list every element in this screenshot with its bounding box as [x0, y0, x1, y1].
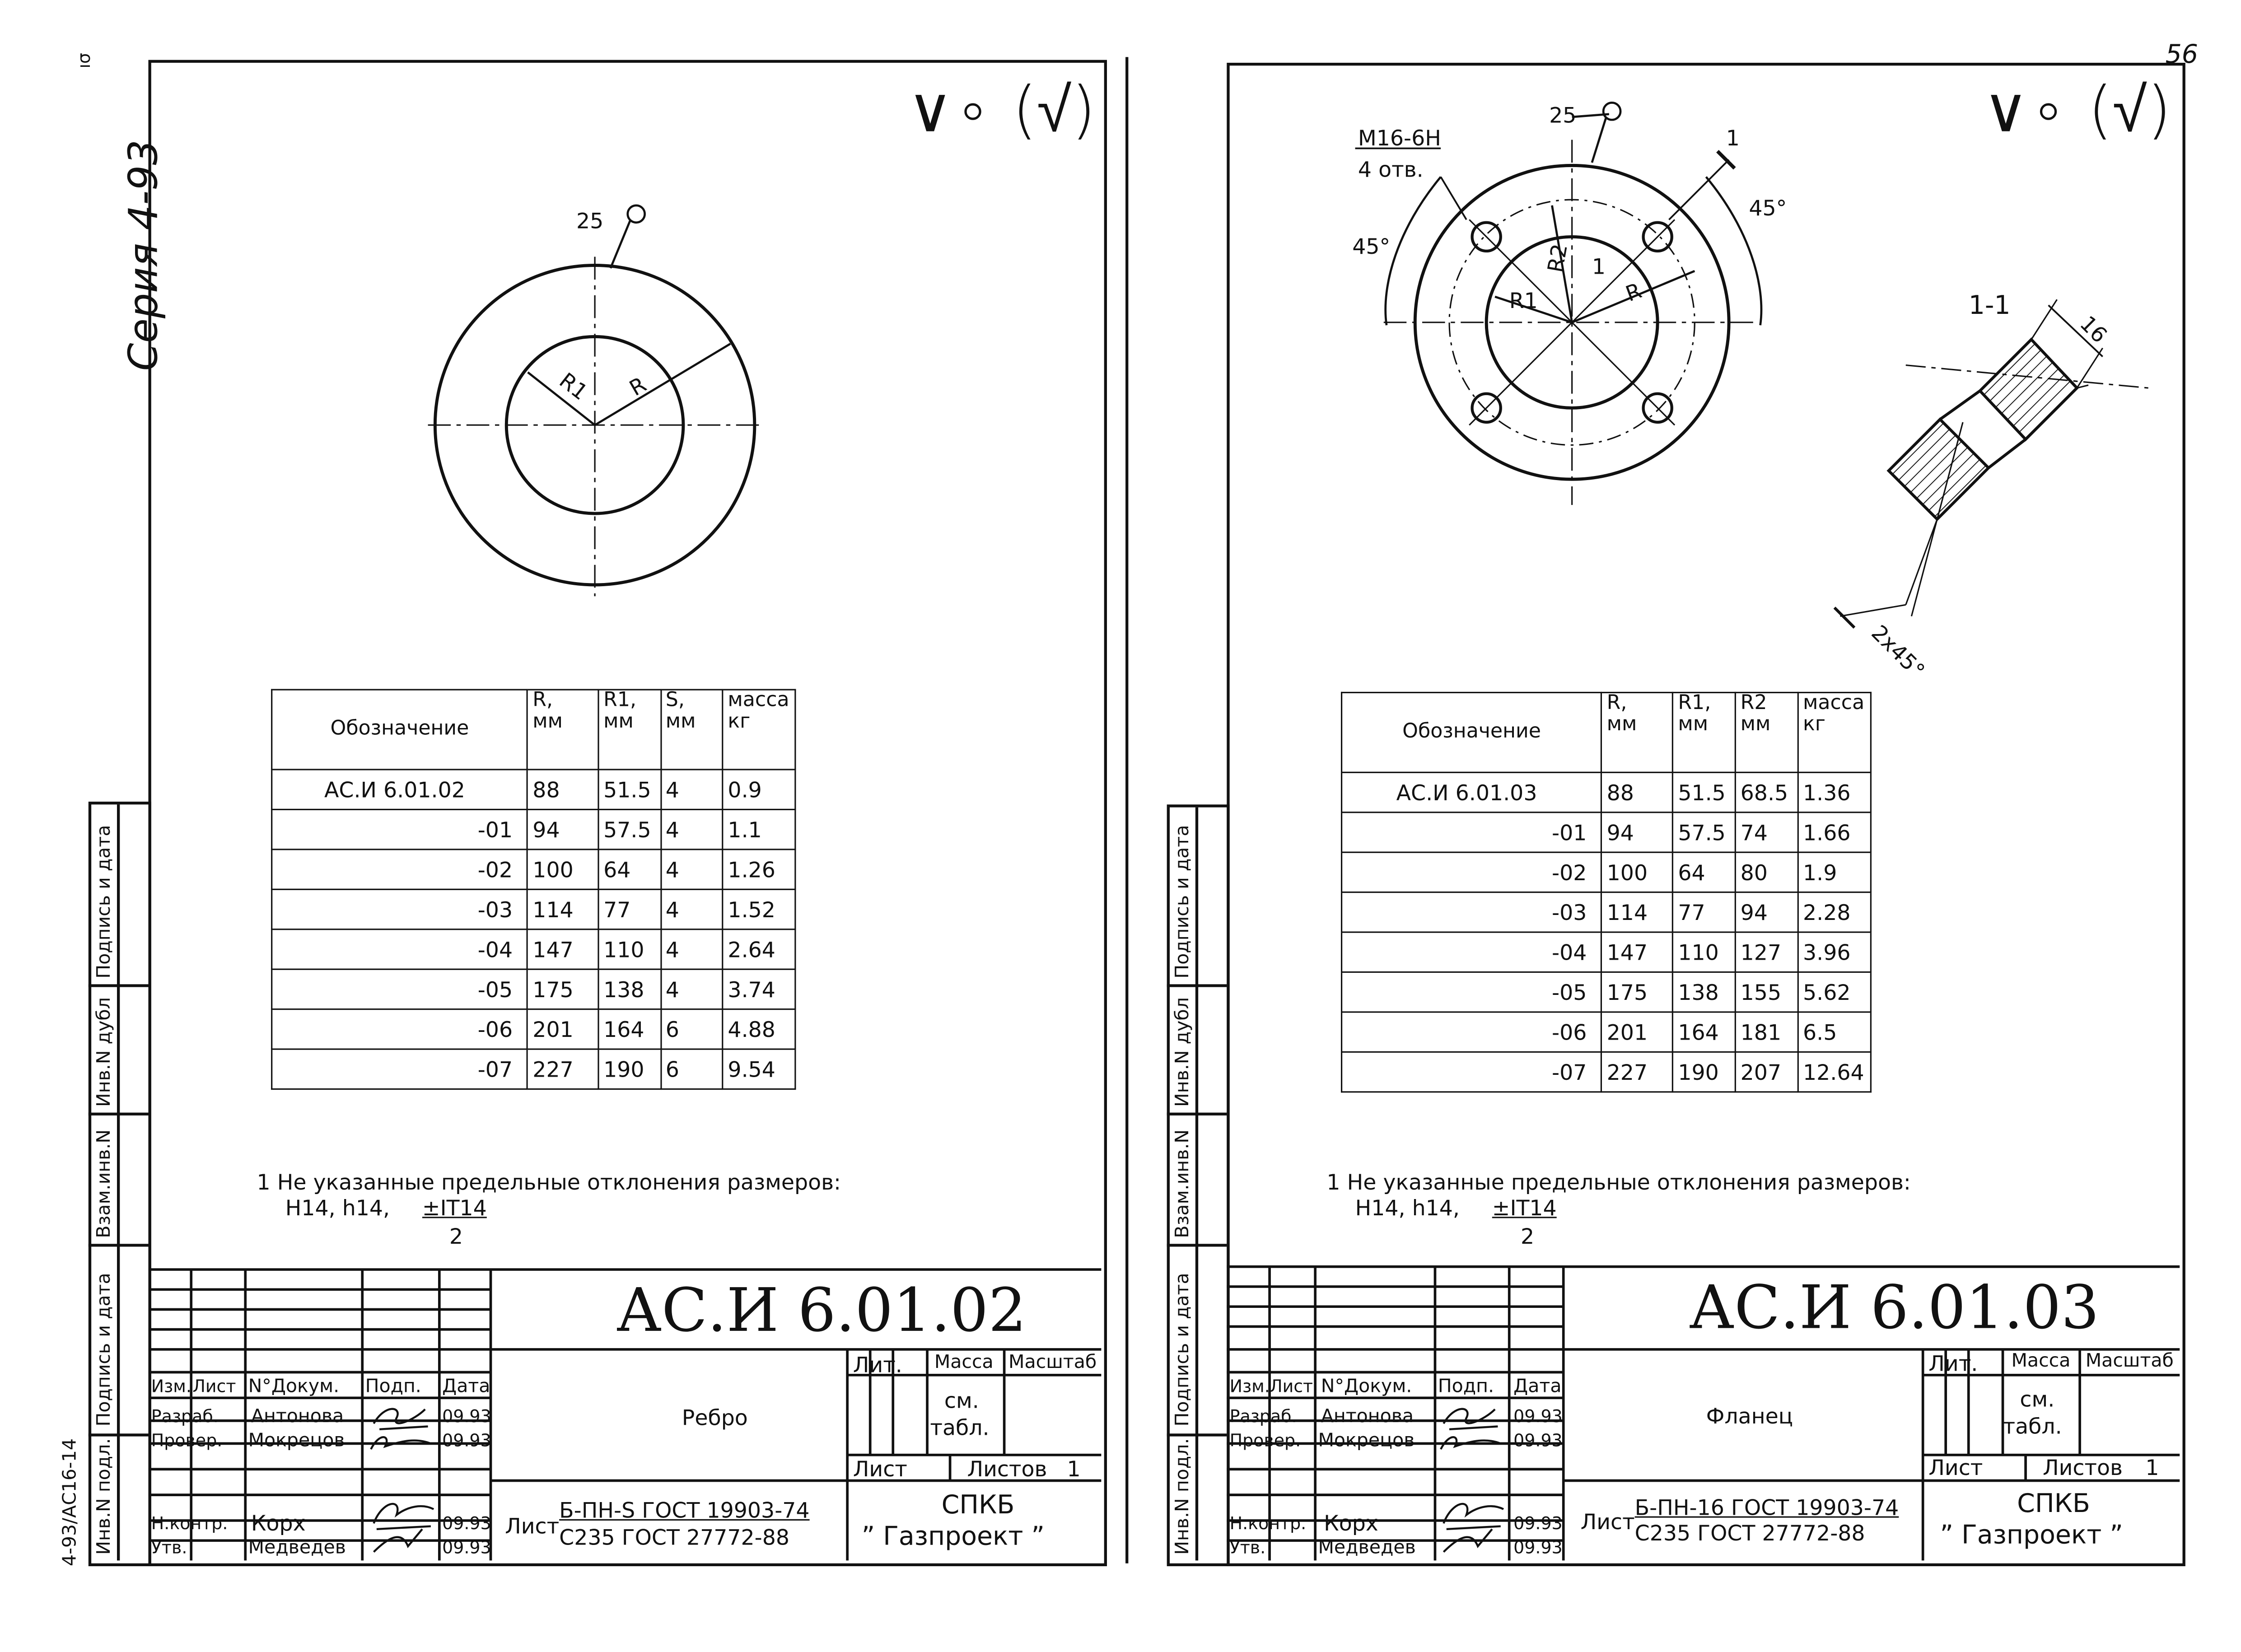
signature-nkontr [1443, 1504, 1503, 1529]
left-massa-val2: табл. [930, 1415, 990, 1441]
rstamp-utv: Утв. [1229, 1537, 1266, 1558]
table-row [1342, 1052, 1871, 1092]
cell-r: 94 [528, 809, 598, 849]
table-row [272, 889, 795, 929]
rstamp-utv-name: Медведев [1318, 1537, 1416, 1559]
table-row [272, 1049, 795, 1089]
series-label: Серия 4-93 [120, 140, 167, 371]
right-org1: СПКБ [2017, 1489, 2090, 1519]
cell-r2: 74 [1736, 812, 1798, 852]
cell-s: 6 [661, 1049, 723, 1089]
right-r-label: R [1622, 278, 1645, 307]
stamp-prover-date: 09.93 [442, 1430, 491, 1451]
signature-razrab [1443, 1409, 1498, 1429]
rstamp-ndoc: N°Докум. [1321, 1376, 1412, 1398]
cell-r2: 127 [1736, 932, 1798, 972]
cell-mass: 5.62 [1798, 972, 1871, 1012]
table-row [1342, 812, 1871, 852]
rstamp-nkontr-date: 09.93 [1513, 1513, 1563, 1534]
cell-r1: 57.5 [598, 809, 661, 849]
cell-r: 114 [528, 889, 598, 929]
header-r1: R1, мм [1673, 692, 1735, 772]
stamp-razrab: Разраб. [151, 1406, 219, 1427]
right-r1-label: R1 [1509, 288, 1538, 314]
right-material-line2: С235 ГОСТ 27772-88 [1634, 1520, 1865, 1546]
cell-code: -03 [1342, 892, 1602, 932]
margin-cell-3: Взам.инв.N [94, 1129, 116, 1238]
table-row [1342, 892, 1871, 932]
cell-code: -06 [272, 1009, 528, 1049]
cell-r2: 80 [1736, 852, 1798, 892]
top-corner-tag: ıσ [74, 53, 94, 69]
margin-cell-5: Инв.N подл. [94, 1438, 116, 1555]
right-roughness-value: 25 [1549, 103, 1577, 129]
cell-r2: 207 [1736, 1052, 1798, 1092]
cell-code: -02 [272, 849, 528, 889]
roughness-circle [628, 205, 645, 223]
header-r: R, мм [1602, 692, 1673, 772]
left-margin-divider [117, 804, 120, 1560]
cell-r: 227 [1602, 1052, 1673, 1092]
fold-line [1125, 57, 1128, 1563]
right-material-line1: Б-ПН-16 ГОСТ 19903-74 [1634, 1495, 1899, 1521]
rmargin-divider-2 [1167, 1113, 1227, 1115]
left-designation: АС.И 6.01.02 [616, 1275, 1027, 1345]
cell-code: -07 [1342, 1052, 1602, 1092]
cell-r: 227 [528, 1049, 598, 1089]
left-note-line2: H14, h14, [285, 1195, 390, 1221]
right-org2: ” Газпроект ” [1940, 1520, 2123, 1551]
signature-utv [374, 1529, 422, 1552]
header-r2: R2 мм [1736, 692, 1798, 772]
cell-code: -04 [272, 929, 528, 969]
stamp-data: Дата [442, 1376, 490, 1398]
cell-r1: 110 [598, 929, 661, 969]
right-lit: Лит. [1928, 1351, 1978, 1377]
signature-prover [1441, 1437, 1501, 1449]
rstamp-list: Лист [1270, 1376, 1313, 1397]
cell-r1: 164 [1673, 1012, 1735, 1052]
margin-divider-1 [89, 984, 149, 987]
rstamp-prover: Провер. [1229, 1430, 1301, 1451]
chamfer-label: 2х45° [1866, 620, 1930, 684]
signature-nkontr [374, 1504, 434, 1529]
cell-r1: 77 [598, 889, 661, 929]
left-material-line1: Б-ПН-S ГОСТ 19903-74 [559, 1498, 810, 1524]
cell-r: 201 [528, 1009, 598, 1049]
cell-mass: 1.1 [723, 809, 795, 849]
right-signatures [1435, 1398, 1515, 1563]
right-mat-prefix: Лист [1580, 1509, 1635, 1535]
right-sheets-label: Листов [2042, 1455, 2123, 1481]
cell-mass: 1.66 [1798, 812, 1871, 852]
left-note-line1: 1 Не указанные предельные отклонения размеров: [257, 1169, 841, 1195]
cell-code: -02 [1342, 852, 1602, 892]
cell-s: 4 [661, 770, 723, 809]
rmargin-cell-4: Подпись и дата [1172, 1273, 1194, 1427]
cell-r1: 64 [1673, 852, 1735, 892]
left-part-name: Ребро [682, 1405, 748, 1431]
table-row [272, 809, 795, 849]
left-r-label: R [625, 372, 651, 401]
rmargin-cell-1: Подпись и дата [1172, 825, 1194, 979]
left-sheets-count: 1 [1067, 1456, 1081, 1482]
cell-mass: 3.74 [723, 969, 795, 1009]
rstamp-nkontr: Н.контр. [1229, 1513, 1307, 1534]
section-label: 1-1 [1968, 291, 2011, 321]
rstamp-data: Дата [1513, 1376, 1562, 1398]
left-roughness-value: 25 [576, 208, 604, 234]
left-material-line2: С235 ГОСТ 27772-88 [559, 1525, 790, 1551]
margin-divider-2 [89, 1113, 149, 1115]
section-mark-top: 1 [1726, 125, 1740, 151]
left-org2: ” Газпроект ” [861, 1522, 1045, 1552]
cell-r: 147 [528, 929, 598, 969]
table-row [272, 1009, 795, 1049]
cell-mass: 0.9 [723, 770, 795, 809]
cell-mass: 1.9 [1798, 852, 1871, 892]
cell-mass: 1.52 [723, 889, 795, 929]
table-row [272, 929, 795, 969]
cell-mass: 12.64 [1798, 1052, 1871, 1092]
cell-r1: 164 [598, 1009, 661, 1049]
table-row [1342, 932, 1871, 972]
stamp-izm: Изм. [151, 1376, 191, 1397]
rstamp-prover-date: 09.93 [1513, 1430, 1563, 1451]
header-mass: масса кг [723, 690, 795, 770]
left-sheets-label: Листов [967, 1456, 1047, 1482]
left-note-fraction-top: ±IT14 [422, 1195, 487, 1221]
right-r2-label: R2 [1542, 242, 1573, 275]
rmargin-divider-4 [1167, 1433, 1227, 1436]
margin-divider-4 [89, 1433, 149, 1436]
right-designation: АС.И 6.01.03 [1689, 1272, 2100, 1343]
table-row [272, 969, 795, 1009]
radius-r-line [595, 344, 730, 425]
cell-r1: 138 [598, 969, 661, 1009]
cell-s: 4 [661, 849, 723, 889]
cell-r2: 155 [1736, 972, 1798, 1012]
angle-right: 45° [1749, 195, 1787, 221]
cell-r2: 94 [1736, 892, 1798, 932]
cell-code: -04 [1342, 932, 1602, 972]
header-designation: Обозначение [1342, 692, 1602, 772]
cell-r1: 190 [598, 1049, 661, 1089]
rmargin-cell-5: Инв.N подл. [1172, 1438, 1194, 1555]
cell-r: 201 [1602, 1012, 1673, 1052]
left-sheet-label: Лист [853, 1456, 907, 1482]
cell-r2: 181 [1736, 1012, 1798, 1052]
cell-mass: 9.54 [723, 1049, 795, 1089]
cell-code: АС.И 6.01.02 [272, 770, 528, 809]
page-number: 56 [2165, 40, 2198, 70]
table-row [272, 849, 795, 889]
cell-code: -01 [272, 809, 528, 849]
table-row [1342, 1012, 1871, 1052]
right-note-line2: H14, h14, [1355, 1195, 1460, 1221]
signature-prover [371, 1437, 431, 1449]
cell-r1: 110 [1673, 932, 1735, 972]
stamp-list: Лист [192, 1376, 236, 1397]
left-lit: Лит. [853, 1352, 902, 1378]
cell-code: -05 [1342, 972, 1602, 1012]
cell-r1: 51.5 [598, 770, 661, 809]
margin-cell-4: Подпись и дата [94, 1273, 116, 1427]
right-masshtab: Масштаб [2085, 1351, 2174, 1372]
left-signatures [365, 1398, 445, 1563]
archive-code: 4-93/АС16-14 [60, 1438, 82, 1567]
section-thickness: 16 [2074, 311, 2112, 349]
header-s: S, мм [661, 690, 723, 770]
margin-cell-1: Подпись и дата [94, 825, 116, 979]
cell-r2: 68.5 [1736, 772, 1798, 812]
cell-mass: 1.26 [723, 849, 795, 889]
right-massa: Масса [2011, 1351, 2071, 1372]
right-sheets-count: 1 [2145, 1455, 2159, 1481]
cell-r1: 51.5 [1673, 772, 1735, 812]
rstamp-utv-date: 09.93 [1513, 1537, 1563, 1558]
header-r: R, мм [528, 690, 598, 770]
cell-code: АС.И 6.01.03 [1342, 772, 1602, 812]
cell-r1: 64 [598, 849, 661, 889]
rmargin-divider-3 [1167, 1244, 1227, 1246]
rmargin-cell-2: Инв.N дубл [1172, 997, 1194, 1107]
left-surface-mark: ∨∘ (√) [907, 74, 1096, 147]
table-row [1342, 852, 1871, 892]
right-sheet-label: Лист [1928, 1455, 1983, 1481]
cell-mass: 2.28 [1798, 892, 1871, 932]
stamp-nkontr: Н.контр. [151, 1513, 228, 1534]
rstamp-razrab-name: Антонова [1321, 1406, 1414, 1428]
cell-code: -03 [272, 889, 528, 929]
cell-r1: 190 [1673, 1052, 1735, 1092]
table-row [272, 770, 795, 809]
section-mark-center: 1 [1592, 254, 1606, 280]
cell-r1: 57.5 [1673, 812, 1735, 852]
left-spec-table [271, 689, 796, 1090]
cell-r: 88 [528, 770, 598, 809]
signature-razrab [374, 1409, 428, 1429]
cell-s: 4 [661, 929, 723, 969]
right-massa-val2: табл. [2003, 1414, 2062, 1439]
stamp-utv-name: Медведев [248, 1537, 346, 1559]
stamp-nkontr-date: 09.93 [442, 1513, 491, 1534]
table-row [1342, 972, 1871, 1012]
table-row [1342, 772, 1871, 812]
cell-code: -01 [1342, 812, 1602, 852]
header-designation: Обозначение [272, 690, 528, 770]
right-spec-table [1341, 692, 1872, 1093]
rstamp-razrab-date: 09.93 [1513, 1406, 1563, 1427]
left-massa-val1: см. [944, 1388, 979, 1414]
section-upper-hatched [1980, 340, 2077, 439]
right-part-name: Фланец [1706, 1403, 1793, 1429]
rstamp-nkontr-name: Корх [1324, 1510, 1378, 1536]
right-note-fraction-top: ±IT14 [1492, 1195, 1557, 1221]
left-mat-prefix: Лист [505, 1513, 560, 1540]
rstamp-razrab: Разраб. [1229, 1406, 1297, 1427]
cell-r: 100 [1602, 852, 1673, 892]
right-surface-mark: ∨∘ (√) [1983, 74, 2171, 147]
header-mass: масса кг [1798, 692, 1871, 772]
cell-code: -07 [272, 1049, 528, 1089]
stamp-razrab-name: Антонова [251, 1406, 344, 1428]
header-r1: R1, мм [598, 690, 661, 770]
cell-r1: 138 [1673, 972, 1735, 1012]
cell-r: 114 [1602, 892, 1673, 932]
cell-mass: 4.88 [723, 1009, 795, 1049]
stamp-ndoc: N°Докум. [248, 1376, 340, 1398]
cell-s: 4 [661, 809, 723, 849]
cell-code: -05 [272, 969, 528, 1009]
stamp-utv: Утв. [151, 1537, 187, 1558]
cell-s: 4 [661, 889, 723, 929]
cell-mass: 2.64 [723, 929, 795, 969]
right-note-line1: 1 Не указанные предельные отклонения размеров: [1326, 1169, 1911, 1195]
left-ring-drawing [414, 200, 784, 628]
left-masshtab: Масштаб [1008, 1352, 1097, 1374]
margin-divider-3 [89, 1244, 149, 1246]
thread-spec: М16-6Н [1358, 125, 1441, 151]
section-lower-hatched [1889, 420, 1989, 519]
stamp-prover: Провер. [151, 1430, 223, 1451]
margin-cell-2: Инв.N дубл [94, 997, 116, 1107]
cell-code: -06 [1342, 1012, 1602, 1052]
left-massa: Масса [934, 1352, 994, 1374]
left-note-fraction-bottom: 2 [449, 1223, 463, 1250]
cell-mass: 3.96 [1798, 932, 1871, 972]
cell-r: 147 [1602, 932, 1673, 972]
rmargin-cell-3: Взам.инв.N [1172, 1129, 1194, 1238]
cell-r: 88 [1602, 772, 1673, 812]
stamp-podp: Подп. [365, 1376, 421, 1398]
cell-s: 6 [661, 1009, 723, 1049]
rstamp-podp: Подп. [1438, 1376, 1494, 1398]
left-org1: СПКБ [941, 1490, 1015, 1521]
right-margin-divider [1195, 807, 1198, 1561]
stamp-razrab-date: 09.93 [442, 1406, 491, 1427]
rstamp-izm: Изм. [1229, 1376, 1270, 1397]
roughness-leader [611, 219, 630, 268]
rstamp-prover-name: Мокрецов [1318, 1430, 1415, 1452]
stamp-utv-date: 09.93 [442, 1537, 491, 1558]
cell-s: 4 [661, 969, 723, 1009]
right-note-fraction-bottom: 2 [1520, 1223, 1535, 1250]
signature-utv [1443, 1529, 1492, 1552]
cell-r: 175 [1602, 972, 1673, 1012]
cell-mass: 1.36 [1798, 772, 1871, 812]
cell-mass: 6.5 [1798, 1012, 1871, 1052]
cell-r: 100 [528, 849, 598, 889]
right-massa-val1: см. [2020, 1386, 2055, 1412]
cell-r: 94 [1602, 812, 1673, 852]
rmargin-divider-1 [1167, 984, 1227, 987]
cell-r: 175 [528, 969, 598, 1009]
stamp-prover-name: Мокрецов [248, 1430, 345, 1452]
holes-count: 4 отв. [1358, 157, 1424, 183]
left-r1-label: R1 [554, 368, 593, 406]
cell-r1: 77 [1673, 892, 1735, 932]
angle-left: 45° [1352, 233, 1391, 260]
stamp-nkontr-name: Корх [251, 1510, 306, 1536]
